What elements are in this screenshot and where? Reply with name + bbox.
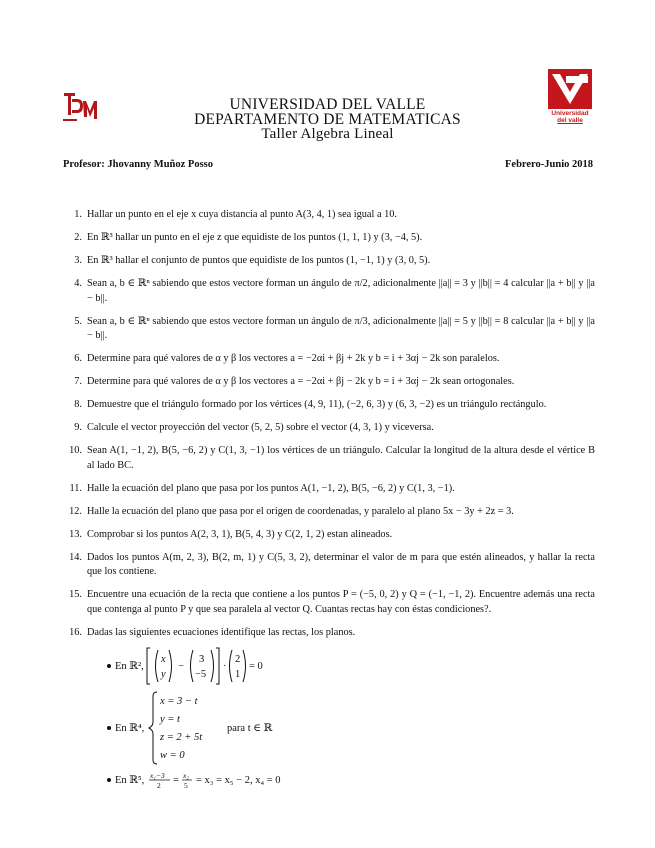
vector-equation-r2 <box>115 646 355 686</box>
svg-text:En ℝ⁴,: En ℝ⁴, <box>115 723 145 734</box>
university-logo <box>546 68 594 126</box>
problem-item: 1. Hallar un punto en el eje x cuya distancia al punto A(3, 4, 1) sea igual a 10. <box>74 209 397 220</box>
svg-text:1: 1 <box>235 669 241 680</box>
problem-item: 16. Dadas las siguientes ecuaciones identifique las rectas, los planos. En ℝ², x y − 3 −5 · 2 1 = 0 En ℝ⁴, x = 3 − t y = t z = 2 + 5t w = 0 para t ∈ ℝ En ℝ⁵, x₁−3 2 = x₂ 5 = x₃ = x₅ − 2, x₄ = 0 <box>63 626 595 793</box>
svg-text:−: − <box>178 661 184 672</box>
svg-text:5: 5 <box>184 781 188 790</box>
term-label: Febrero-Junio 2018 <box>505 159 593 170</box>
problem-item: 9. Calcule el vector proyección del vector (5, 2, 5) sobre el vector (4, 3, 1) y viceversa. <box>74 422 434 433</box>
bullet-icon <box>107 726 111 730</box>
logo-caption: Universidad del valle <box>551 110 589 124</box>
svg-text:3: 3 <box>199 654 205 665</box>
svg-text:w = 0: w = 0 <box>160 750 185 761</box>
problem-item: 11. Halle la ecuación del plano que pasa por los puntos A(1, −1, 2), B(5, −6, 2) y C(1, 3, −1). <box>69 482 455 494</box>
bullet-icon <box>107 778 111 782</box>
problem-item: 5. Sean a, b ∈ ℝⁿ sabiendo que estos vectore forman un ángulo de π/3, adicionalmente ||a|| = 5 y ||b|| = 8 calcular ||a + b|| y ||a − b||. <box>74 315 595 341</box>
svg-text:y = t: y = t <box>160 714 180 725</box>
svg-text:= 0: = 0 <box>249 661 263 672</box>
bullet-icon <box>107 664 111 668</box>
svg-text:x₁−3: x₁−3 <box>150 771 165 780</box>
problem-item: 13. Comprobar si los puntos A(2, 3, 1), B(5, 4, 3) y C(2, 1, 2) estan alineados. <box>69 528 393 540</box>
svg-text:y: y <box>161 669 166 680</box>
course-title: Taller Algebra Lineal <box>261 126 394 142</box>
sub-item-r5 <box>87 770 595 792</box>
parametric-system-r4 <box>115 690 355 766</box>
problem-item: 7. Determine para qué valores de α y β los vectores a = −2αi + βj − 2k y b = i + 3αj − 2k sean ortogonales. <box>74 376 515 387</box>
symmetric-equation-r5 <box>115 770 375 792</box>
svg-text:2: 2 <box>157 781 161 790</box>
problem-item: 6. Determine para qué valores de α y β los vectores a = −2αi + βj + 2k y b = i + 3αj − 2k son paralelos. <box>74 353 500 364</box>
professor-label: Profesor: Jhovanny Muñoz Posso <box>63 159 214 170</box>
sub-item-r4 <box>87 690 595 766</box>
svg-text:·: · <box>223 661 227 672</box>
svg-text:x: x <box>161 654 166 665</box>
title-block <box>140 97 515 142</box>
university-name: UNIVERSIDAD DEL VALLE <box>229 96 426 113</box>
meta-line <box>63 159 593 170</box>
svg-text:2: 2 <box>235 654 241 665</box>
svg-text:x = 3 − t: x = 3 − t <box>160 696 198 707</box>
problem-item: 3. En ℝ³ hallar el conjunto de puntos que equidiste de los puntos (1, −1, 1) y (3, 0, 5). <box>74 255 431 266</box>
svg-text:x₂: x₂ <box>183 771 189 780</box>
problem-item: 4. Sean a, b ∈ ℝⁿ sabiendo que estos vectore forman un ángulo de π/2, adicionalmente ||a|| = 3 y ||b|| = 4 calcular ||a + b|| y ||a − b||. <box>74 278 595 304</box>
svg-text:para t ∈ ℝ: para t ∈ ℝ <box>227 723 273 734</box>
problem-item: 12. Halle la ecuación del plano que pasa por el origen de coordenadas, y paralelo al plano 5x − 3y + 2z = 3. <box>69 505 514 517</box>
problem-item: 14. Dados los puntos A(m, 2, 3), B(2, m, 1) y C(5, 3, 2), determinar el valor de m para que estén alineados, y hallar la recta que los contiene. <box>69 551 595 577</box>
problem-item: 8. Demuestre que el triángulo formado por los vértices (4, 9, 11), (−2, 6, 3) y (6, 3, −2) es un triángulo rectángulo. <box>74 399 547 410</box>
problem-16-sublist <box>87 646 595 792</box>
problem-list <box>63 208 595 797</box>
department-name: DEPARTAMENTO DE MATEMATICAS <box>194 111 461 128</box>
svg-text:En ℝ²,: En ℝ², <box>115 661 144 672</box>
svg-text:−5: −5 <box>195 669 207 680</box>
sub-item-r2 <box>87 646 595 686</box>
univalle-shield-icon <box>546 68 594 110</box>
svg-text:=: = <box>173 775 179 786</box>
problem-item: 10. Sean A(1, −1, 2), B(5, −6, 2) y C(1, 3, −1) los vértices de un triángulo. Calcular la longitud de la altura desde el vértice B al lado BC. <box>69 445 595 471</box>
department-logo <box>63 91 99 123</box>
svg-text:= x₃ = x₅ − 2, x₄ = 0: = x₃ = x₅ − 2, x₄ = 0 <box>196 775 281 786</box>
svg-text:z = 2 + 5t: z = 2 + 5t <box>160 732 203 743</box>
problem-item: 2. En ℝ³ hallar un punto en el eje z que equidiste de los puntos (1, 1, 1) y (3, −4, 5). <box>74 232 423 243</box>
svg-text:En ℝ⁵,: En ℝ⁵, <box>115 775 145 786</box>
problem-item: 15. Encuentre una ecuación de la recta que contiene a los puntos P = (−5, 0, 2) y Q = (−1, −1, 2). Encuentre además una recta que contenga al punto P y que sea paralela al vector Q. Cuantas rectas hay con éstas condiciones?. <box>69 589 595 615</box>
